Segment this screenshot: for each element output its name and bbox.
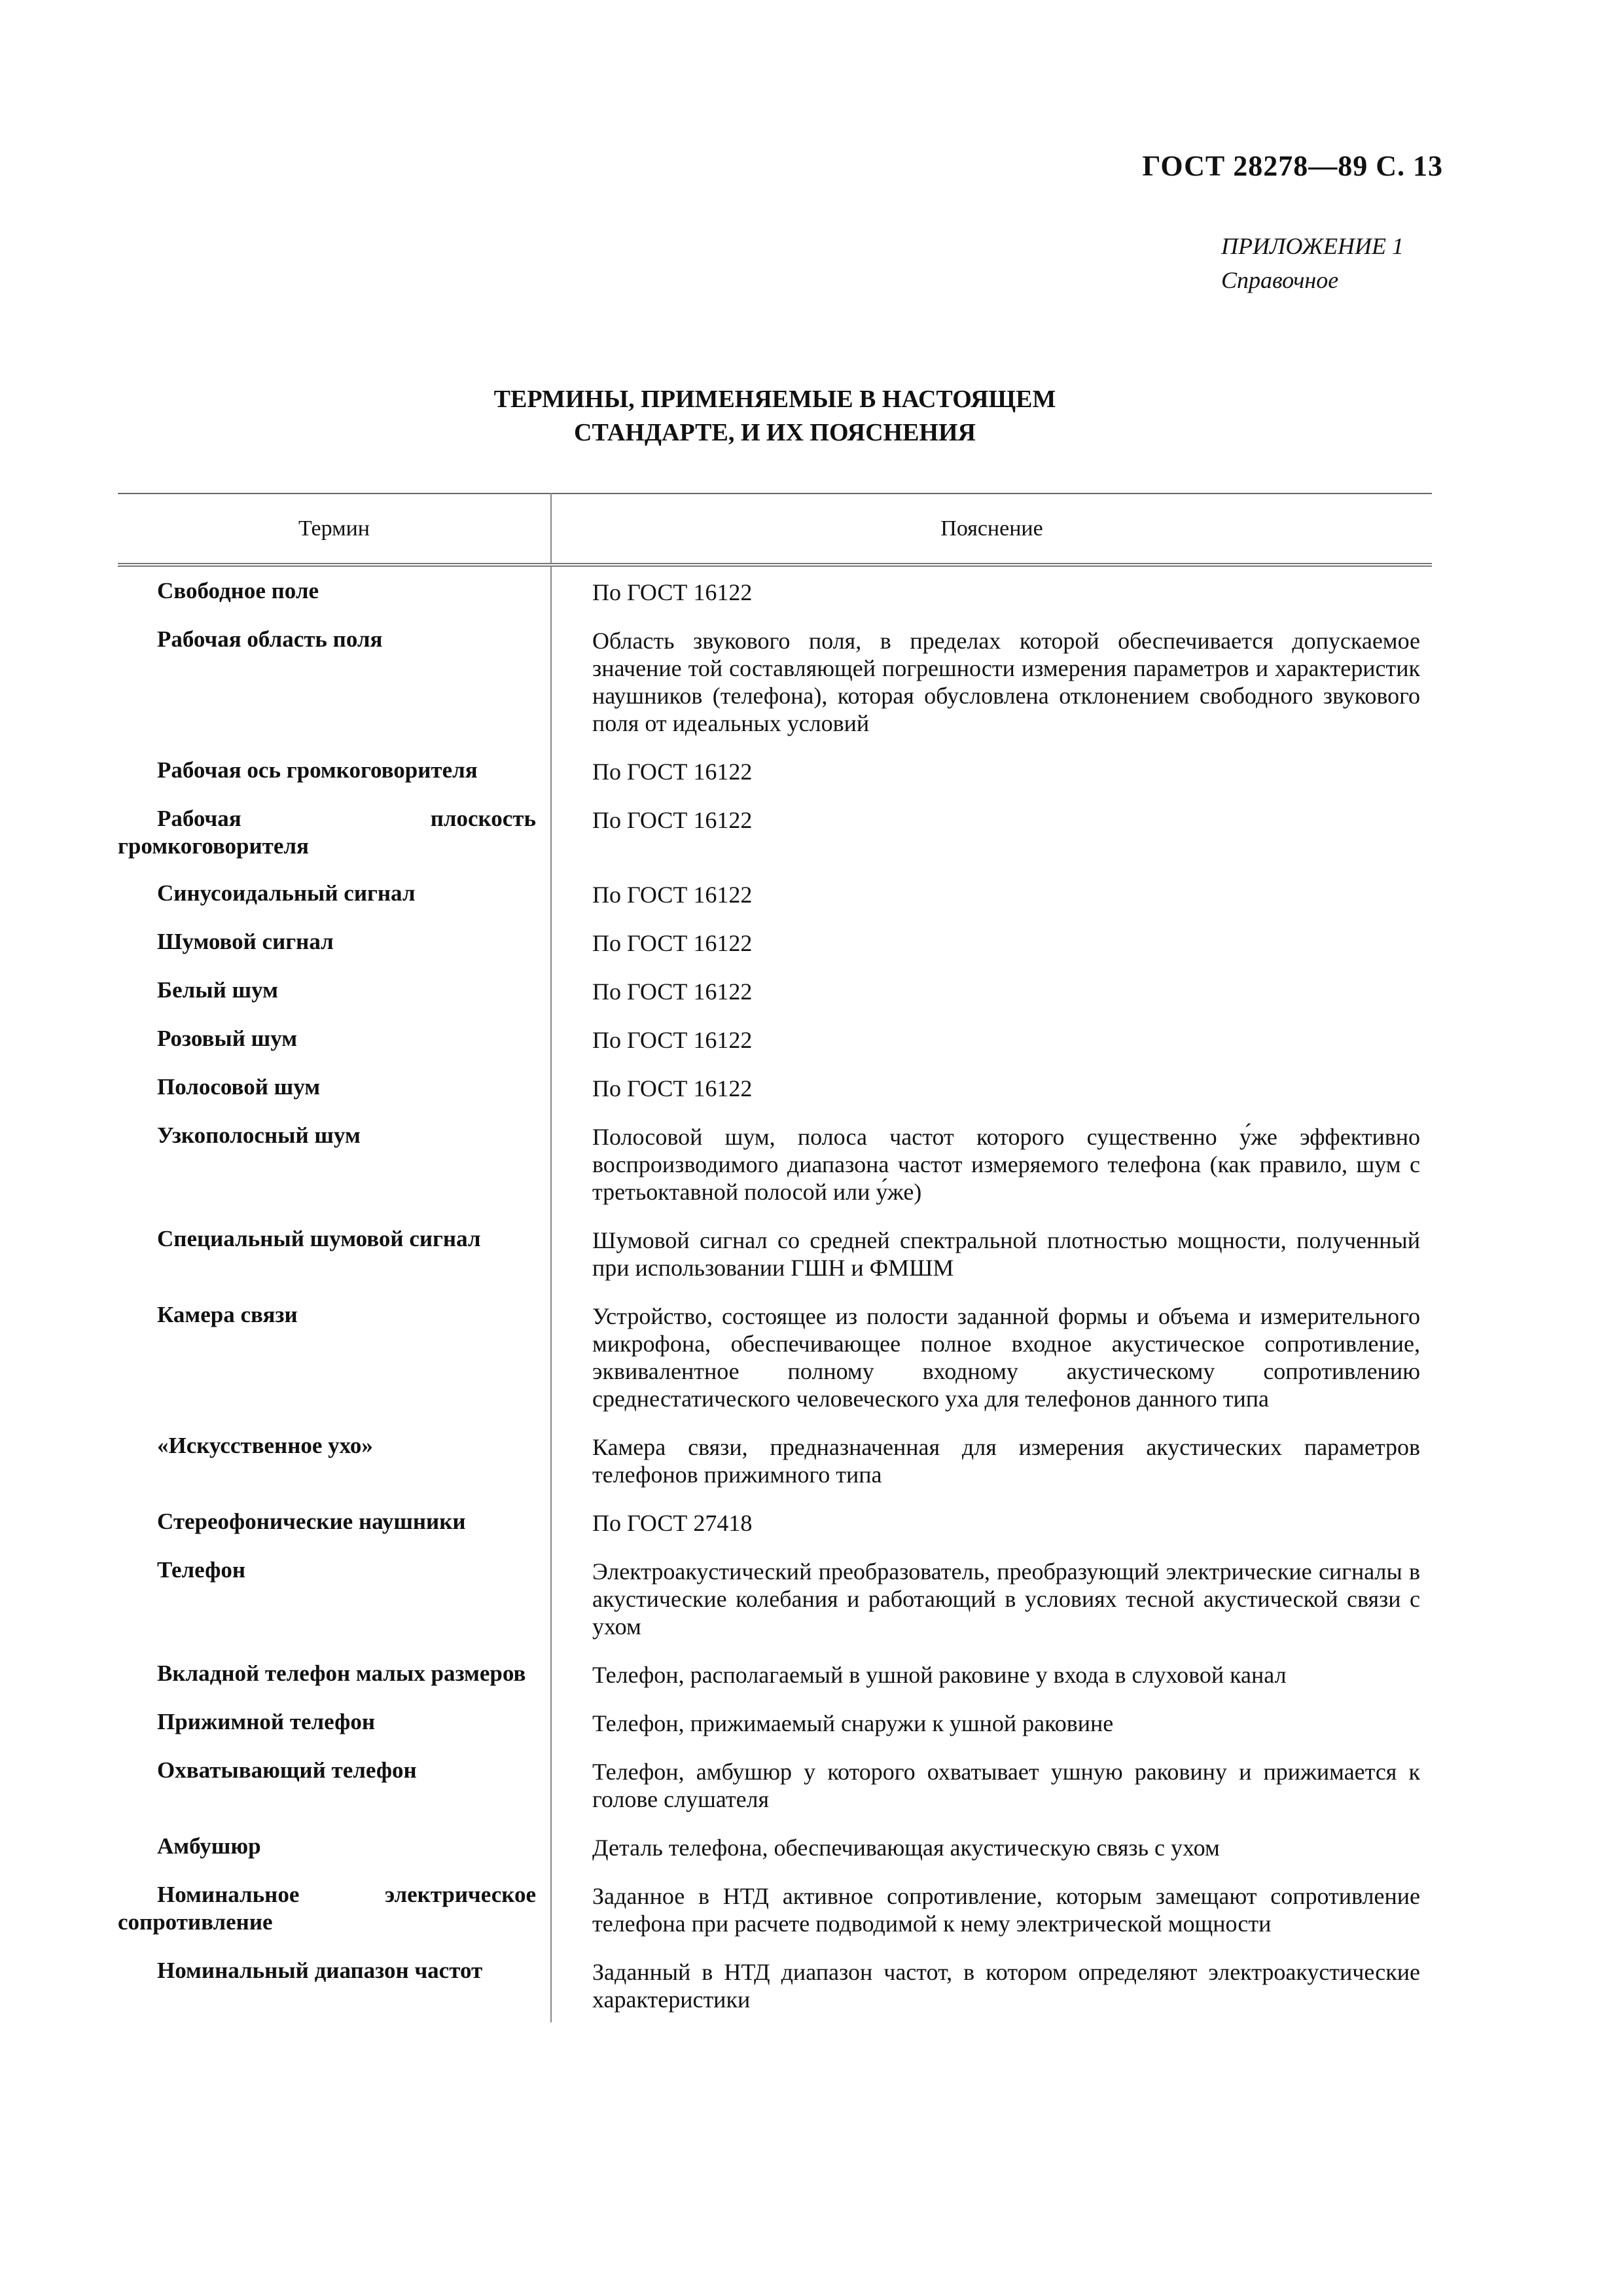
- explanation-cell: По ГОСТ 16122: [592, 1027, 753, 1053]
- term-cell: Номинальный диапазон частот: [118, 1946, 551, 2022]
- term-cell: Вкладной телефон малых размеров: [118, 1649, 551, 1698]
- explanation-cell: По ГОСТ 16122: [592, 579, 753, 605]
- term-cell: Рабочая плоскость громкоговорителя: [118, 795, 551, 869]
- terms-table: [118, 493, 1432, 2022]
- appendix-block: [1221, 229, 1404, 297]
- term-cell: Специальный шумовой сигнал: [118, 1215, 551, 1291]
- term-cell: Номинальное электрическое сопротивление: [118, 1871, 551, 1946]
- term-cell: Свободное поле: [118, 565, 551, 615]
- explanation-cell: По ГОСТ 16122: [592, 882, 753, 908]
- table-row: [118, 1291, 1432, 1422]
- table-row: [118, 1063, 1432, 1111]
- table-row: [118, 1746, 1432, 1822]
- table-row: [118, 1649, 1432, 1698]
- term-cell: Камера связи: [118, 1291, 551, 1422]
- term-cell: Амбушюр: [118, 1822, 551, 1871]
- explanation-cell: По ГОСТ 16122: [592, 930, 753, 956]
- explanation-cell: Телефон, прижимаемый снаружи к ушной раковине: [592, 1710, 1114, 1736]
- table-header-row: [118, 493, 1432, 565]
- table-row: [118, 1871, 1432, 1946]
- document-title: [118, 383, 1432, 450]
- table-row: [118, 1422, 1432, 1498]
- column-header-explanation: Пояснение: [551, 493, 1432, 565]
- term-cell: Охватывающий телефон: [118, 1746, 551, 1822]
- table-row: [118, 918, 1432, 966]
- terms-table-body: [118, 565, 1432, 2022]
- table-row: [118, 1822, 1432, 1871]
- term-cell: Синусоидальный сигнал: [118, 869, 551, 918]
- table-row: [118, 1014, 1432, 1063]
- term-cell: Прижимной телефон: [118, 1698, 551, 1746]
- column-header-term: Термин: [118, 493, 551, 565]
- term-cell: Рабочая ось громкоговорителя: [118, 746, 551, 795]
- explanation-cell: Телефон, амбушюр у которого охватывает ушную раковину и прижимается к голове слушателя: [592, 1759, 1420, 1812]
- table-row: [118, 1546, 1432, 1649]
- table-row: [118, 1498, 1432, 1546]
- title-line-1: ТЕРМИНЫ, ПРИМЕНЯЕМЫЕ В НАСТОЯЩЕМ: [493, 386, 1056, 413]
- explanation-cell: Заданный в НТД диапазон частот, в котором определяют электроакустические характеристики: [592, 1959, 1420, 2013]
- term-cell: Белый шум: [118, 966, 551, 1014]
- explanation-cell: По ГОСТ 16122: [592, 759, 753, 785]
- term-cell: Телефон: [118, 1546, 551, 1649]
- table-row: [118, 1698, 1432, 1746]
- explanation-cell: По ГОСТ 16122: [592, 978, 753, 1005]
- table-row: [118, 1215, 1432, 1291]
- appendix-type: Справочное: [1221, 267, 1339, 293]
- explanation-cell: Полосовой шум, полоса частот которого существенно у́же эффективно воспроизводимого диапазона частот измеряемого телефона (как правило, шум с третьоктавной полосой или у́же): [592, 1124, 1420, 1205]
- explanation-cell: Шумовой сигнал со средней спектральной плотностью мощности, полученный при использовании ГШН и ФМШМ: [592, 1227, 1420, 1281]
- explanation-cell: Камера связи, предназначенная для измерения акустических параметров телефонов прижимного типа: [592, 1434, 1420, 1488]
- table-row: [118, 1111, 1432, 1215]
- explanation-cell: Область звукового поля, в пределах которой обеспечивается допускаемое значение той составляющей погрешности измерения параметров и характеристик наушников (телефона), которая обусловлена отклонением свободного звукового поля от идеальных условий: [592, 628, 1420, 736]
- table-row: [118, 615, 1432, 746]
- page-header: ГОСТ 28278—89 С. 13: [1142, 150, 1443, 182]
- title-line-2: СТАНДАРТЕ, И ИХ ПОЯСНЕНИЯ: [574, 419, 976, 446]
- term-cell: «Искусственное ухо»: [118, 1422, 551, 1498]
- explanation-cell: Устройство, состоящее из полости заданной формы и объема и измерительного микрофона, обеспечивающее полное входное акустическое сопротивление, эквивалентное полному входному акустическому сопротивлению среднестатического человеческого уха для телефонов данного типа: [592, 1303, 1420, 1412]
- appendix-label: ПРИЛОЖЕНИЕ 1: [1221, 233, 1404, 259]
- explanation-cell: По ГОСТ 27418: [592, 1510, 753, 1536]
- table-row: [118, 966, 1432, 1014]
- term-cell: Полосовой шум: [118, 1063, 551, 1111]
- term-cell: Розовый шум: [118, 1014, 551, 1063]
- table-row: [118, 869, 1432, 918]
- explanation-cell: Деталь телефона, обеспечивающая акустическую связь с ухом: [592, 1835, 1220, 1861]
- term-cell: Стереофонические наушники: [118, 1498, 551, 1546]
- table-row: [118, 1946, 1432, 2022]
- term-cell: Узкополосный шум: [118, 1111, 551, 1215]
- explanation-cell: Электроакустический преобразователь, преобразующий электрические сигналы в акустические колебания и работающий в условиях тесной акустической связи с ухом: [592, 1558, 1420, 1640]
- term-cell: Рабочая область поля: [118, 615, 551, 746]
- explanation-cell: Заданное в НТД активное сопротивление, которым замещают сопротивление телефона при расчете подводимой к нему электрической мощности: [592, 1883, 1420, 1937]
- table-row: [118, 795, 1432, 869]
- table-row: [118, 565, 1432, 615]
- term-cell: Шумовой сигнал: [118, 918, 551, 966]
- explanation-cell: По ГОСТ 16122: [592, 807, 753, 833]
- explanation-cell: Телефон, располагаемый в ушной раковине у входа в слуховой канал: [592, 1662, 1287, 1688]
- table-row: [118, 746, 1432, 795]
- explanation-cell: По ГОСТ 16122: [592, 1075, 753, 1102]
